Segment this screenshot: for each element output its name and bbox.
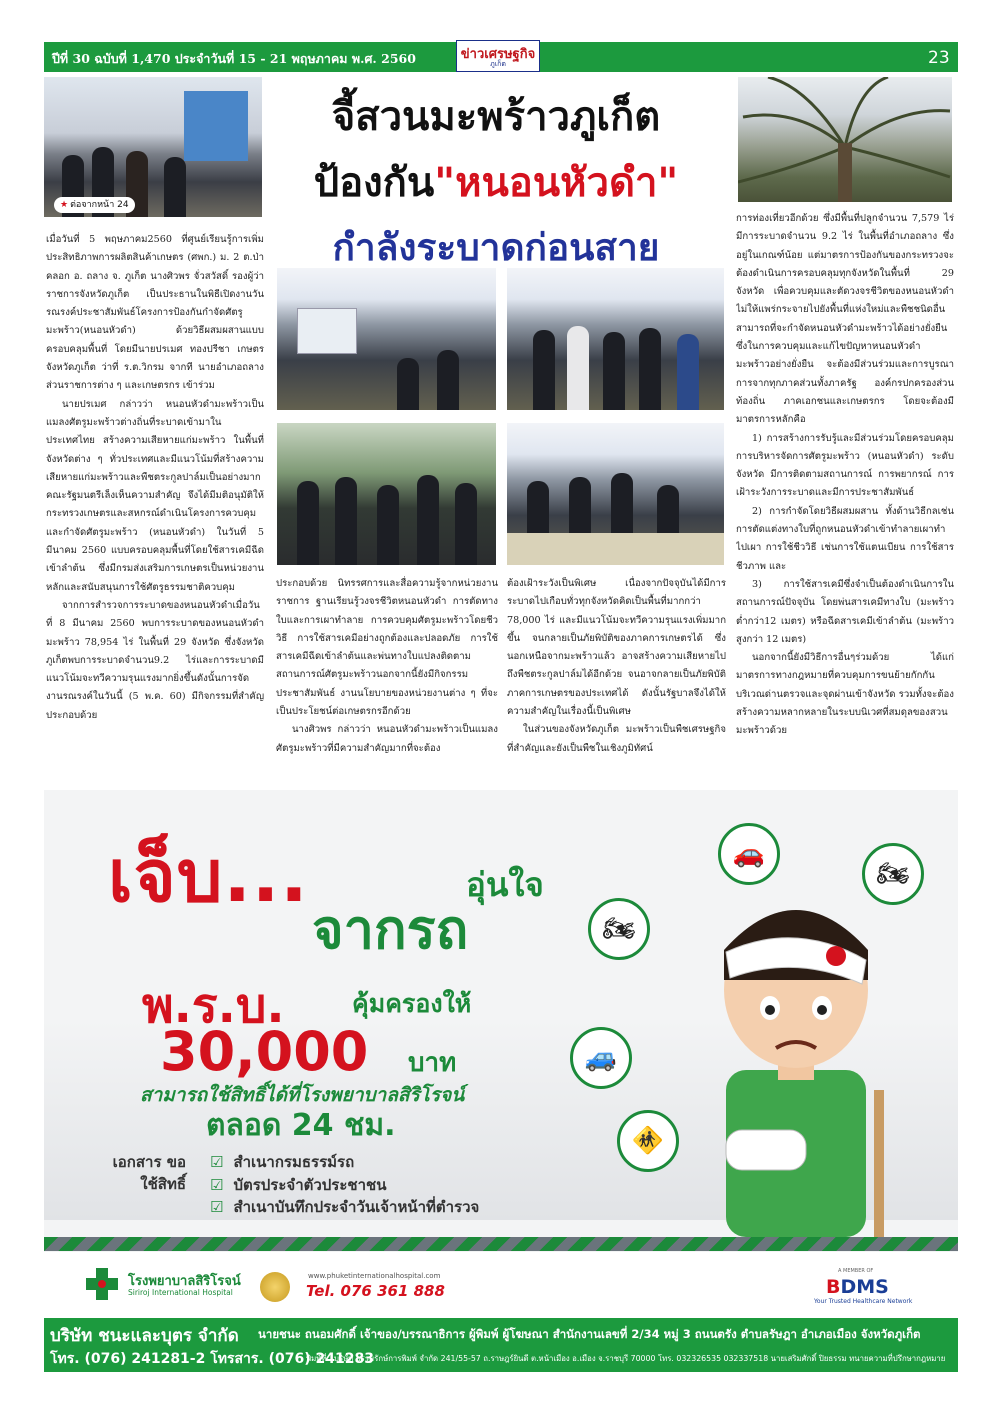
ad-currency: บาท xyxy=(408,1048,457,1078)
issue-info: ปีที่ 30 ฉบับที่ 1,470 ประจำวันที่ 15 - 21 พฤษภาคม พ.ศ. 2560 xyxy=(52,51,416,66)
ad-docs-label: เอกสาร ขอใช้สิทธิ์ xyxy=(112,1153,186,1193)
continued-badge xyxy=(54,197,135,213)
list-item xyxy=(210,1174,479,1197)
motorcycle-accident-icon: 🏍 xyxy=(588,898,650,960)
ad-amount: 30,000 xyxy=(160,1020,369,1083)
article-column-1 xyxy=(46,231,264,783)
list-item xyxy=(210,1151,479,1174)
paragraph: 2) การกำจัดโดยวิธีผสมผสาน ทั้งด้านวิธีกลเช่นการตัดแต่งทางใบที่ถูกหนอนหัวดำเข้าทำลายเผาทำไปเผา การใช้ชีววิธี เช่นการใช้แตนเบียน การใช้สารชีวภาพ และ xyxy=(736,505,954,572)
ad-hours: ตลอด 24 ชม. xyxy=(206,1108,396,1143)
printer-info: พิมพ์ที่...บริษัท ธรรมรักษ์การพิมพ์ จำกัด 241/55-57 ถ.ราษฎร์ยินดี ต.หน้าเมือง อ.เมือง จ.ราชบุรี 70000 โทร. 032326535 032337518 นายเสริมศักดิ์ ปิยธรรม ทนายความที่ปรึกษากฎหมาย xyxy=(306,1354,946,1363)
checkbox-icon: ☑ xyxy=(210,1198,224,1216)
publisher-company: บริษัท ชนะและบุตร จำกัด xyxy=(50,1326,239,1346)
doc-label: สำเนาบันทึกประจำวันเจ้าหน้าที่ตำรวจ xyxy=(233,1198,480,1216)
event-photo-outdoor xyxy=(277,423,496,565)
exhibit-board xyxy=(297,308,357,354)
doc-label: สำเนากรมธรรม์รถ xyxy=(233,1153,355,1171)
hospital-cross-icon xyxy=(82,1266,122,1302)
ad-psb-label: พ.ร.บ. xyxy=(142,978,285,1034)
paragraph: นางศิวพร กล่าวว่า หนอนหัวดำมะพร้าวเป็นแมลงศัตรูมะพร้าวที่มีความสำคัญมากที่จะต้อง xyxy=(276,724,498,754)
continued-label: ต่อจากหน้า 24 xyxy=(70,200,129,210)
bdms-logo-rest: DMS xyxy=(840,1276,889,1298)
headline-line-2-highlight: "หนอนหัวดำ" xyxy=(434,160,679,206)
doc-label: บัตรประจำตัวประชาชน xyxy=(233,1175,387,1194)
masthead-subtitle: ภูเก็ต xyxy=(490,60,506,68)
star-icon: ★ xyxy=(60,200,69,210)
ad-headline-red: เจ็บ... xyxy=(108,834,309,918)
hospital-phone: Tel. 076 361 888 xyxy=(306,1282,445,1300)
car-overturn-icon: 🚙 xyxy=(570,1027,632,1089)
bdms-logo-b: B xyxy=(826,1276,841,1298)
bdms-tagline: Your Trusted Healthcare Network xyxy=(814,1298,913,1305)
event-photo-booth xyxy=(277,268,496,410)
ad-headline-green-small: อุ่นใจ xyxy=(466,865,544,904)
paragraph: การท่องเที่ยวอีกด้วย ซึ่งมีพื้นที่ปลูกจำนวน 7,579 ไร่ มีการระบาดจำนวน 9.2 ไร่ ในพื้นที่อำเภอถลาง ซึ่งอยู่ในเกณฑ์น้อย แต่มาตรการป้องกันของกระทรวงจะต้องดำเนินการครอบคลุมทุกจังหวัดในพื้นที่ 29 จังหวัด เพื่อควบคุมและตัดวงจรชีวิตของหนอนหัวดำไม่ให้แพร่กระจายไปยังพื้นที่แห่งใหม่และพืชชนิดอื่น สามารถที่จะกำจัดหนอนหัวดำมะพร้าวได้อย่างยั่งยืน ซึ่งในการควบคุมและแก้ไขปัญหาหนอนหัวดำมะพร้าวอย่างยั่งยืน จะต้องมีส่วนร่วมและการบูรณาการจากทุกภาคส่วนทั้งภาครัฐ องค์กรปกครองส่วนท้องถิ่น ภาคเอกชนและเกษตรกร โดยจะต้องมีมาตรการหลักคือ xyxy=(736,213,954,426)
bdms-member-label: A MEMBER OF xyxy=(838,1268,874,1274)
paragraph: ประกอบด้วย นิทรรศการและสื่อความรู้จากหน่วยงานราชการ ฐานเรียนรู้วงจรชีวิตหนอนหัวดำ การตัดทางใบและการเผาทำลาย การควบคุมศัตรูมะพร้าวโดยชีววิธี การใช้สารเคมีอย่างถูกต้องและปลอดภัย การใช้สารเคมีฉีดเข้าลำต้นและพ่นทางใบแปลงติดตามสถานการณ์ศัตรูมะพร้าวนอกจากนี้ยังมีกิจกรรมประชาสัมพันธ์ งานนโยบายของหน่วยงานต่าง ๆ ที่จะเป็นประโยชน์ต่อเกษตรกรอีกด้วย xyxy=(276,578,498,718)
injured-boy-illustration xyxy=(686,880,906,1237)
masthead-title: ข่าวเศรษฐกิจ xyxy=(460,47,536,62)
ad-docs-list xyxy=(210,1151,479,1219)
headline-line-2 xyxy=(276,150,716,214)
article-column-4 xyxy=(736,210,954,783)
paragraph: จากการสำรวจการระบาดของหนอนหัวดำเมื่อวันที่ 8 มีนาคม 2560 พบการระบาดของหนอนหัวดำมะพร้าว 78,954 ไร่ ในพื้นที่ 29 จังหวัด ซึ่งจังหวัดภูเก็ตพบการระบาดจำนวน9.2 ไร่และการระบาดมีแนวโน้มจะทวีความรุนแรงมากยิ่งขึ้นดังนั้นการจัดงานรณรงค์ในวันนี้ (5 พ.ค. 60) มีกิจกรรมที่สำคัญประกอบด้วย xyxy=(46,599,264,721)
masthead-logo xyxy=(456,40,540,72)
hospital-url: www.phuketinternationalhospital.com xyxy=(308,1272,441,1280)
event-photo-top-left xyxy=(44,77,262,217)
paragraph: ในส่วนของจังหวัดภูเก็ต มะพร้าวเป็นพืชเศรษฐกิจที่สำคัญและยังเป็นพืชในเชิงภูมิทัศน์ xyxy=(507,724,726,754)
award-seal-icon xyxy=(260,1272,290,1302)
list-item xyxy=(210,1196,479,1219)
article-column-2 xyxy=(276,575,498,783)
ad-headline-green-big: จากรถ xyxy=(312,898,469,961)
pedestrian-crossing-icon: 🚸 xyxy=(617,1110,679,1172)
headline-line-2-prefix: ป้องกัน xyxy=(313,160,435,206)
paragraph: 3) การใช้สารเคมีซึ่งจำเป็นต้องดำเนินการในสถานการณ์ปัจจุบัน โดยพ่นสารเคมีทางใบ (มะพร้าวต่ำกว่า12 เมตร) หรือฉีดสารเคมีเข้าลำต้น (มะพร้าวสูงกว่า 12 เมตร) xyxy=(736,578,954,645)
publisher-owner: นายชนะ ถนอมศักดิ์ เจ้าของ/บรรณาธิการ ผู้พิมพ์ ผู้โฆษณา สำนักงานเลขที่ 2/34 หมู่ 3 ถนนตรัง ตำบลรัษฎา อำเภอเมือง จังหวัดภูเก็ต xyxy=(258,1327,921,1341)
ad-cover-text: คุ้มครองให้ xyxy=(352,989,472,1018)
article-column-3 xyxy=(507,575,726,783)
exhibit-poster xyxy=(184,91,248,161)
hospital-name-th: โรงพยาบาลสิริโรจน์ xyxy=(128,1274,241,1289)
event-photo-officials xyxy=(507,268,724,410)
paragraph: นายปรเมศ กล่าวว่า หนอนหัวดำมะพร้าวเป็นแมลงศัตรูมะพร้าวต่างถิ่นที่ระบาดเข้ามาในประเทศไทย สร้างความเสียหายแก่มะพร้าว ในพื้นที่จังหวัดต่าง ๆ ทั่วประเทศและมีแนวโน้มที่สร้างความเสียหายแก่มะพร้าวและพืชตระกูลปาล์มเป็นอย่างมาก คณะรัฐมนตรีเล็งเห็นความสำคัญ จึงได้มีมติอนุมัติให้กระทรวงเกษตรและสหกรณ์ดำเนินโครงการควบคุมและกำจัดศัตรูมะพร้าว (หนอนหัวดำ) ในวันที่ 5 มีนาคม 2560 แบบครอบคลุมพื้นที่โดยใช้สารเคมีฉีดเข้าลำต้น ซึ่งมีกรมส่งเสริมการเกษตรเป็นหน่วยงานหลักและสนับสนุนการใช้ศัตรูธรรมชาติควบคุม xyxy=(46,398,264,593)
checkbox-icon: ☑ xyxy=(210,1175,224,1194)
palm-fronds-drawing xyxy=(738,77,952,202)
coconut-tree-photo xyxy=(738,77,952,202)
headline-line-3: กำลังระบาดก่อนสาย xyxy=(332,226,660,269)
headline-line-1: จี้สวนมะพร้าวภูเก็ต xyxy=(331,94,661,140)
paragraph: ต้องเฝ้าระวังเป็นพิเศษ เนื่องจากปัจจุบันได้มีการระบาดไปเกือบทั่วทุกจังหวัดคิดเป็นพื้นที่มากกว่า 78,000 ไร่ และมีแนวโน้มจะทวีความรุนแรงเพิ่มมากขึ้น จนกลายเป็นภัยพิบัติของภาคการเกษตรได้ ซึ่งนอกเหนือจากมะพร้าวแล้ว อาจสร้างความเสียหายไปถึงพืชตระกูลปาล์มได้อีกด้วย จนอาจกลายเป็นภัยพิบัติภาคการเกษตรของประเทศได้ ดังนั้นรัฐบาลจึงได้ให้ความสำคัญในเรื่องนี้เป็นพิเศษ xyxy=(507,578,726,718)
publisher-phone: โทร. (076) 241281-2 โทรสาร. (076) 241283 xyxy=(50,1351,374,1367)
ad-hospital-text: สามารถใช้สิทธิ์ได้ที่โรงพยาบาลสิริโรจน์ xyxy=(140,1084,465,1106)
paragraph: เมื่อวันที่ 5 พฤษภาคม2560 ที่ศูนย์เรียนรู้การเพิ่มประสิทธิภาพการผลิตสินค้าเกษตร (ศพก.) ม. 2 ต.ป่าคลอก อ. ถลาง จ. ภูเก็ต นางศิวพร จั่วสวัสดิ์ รองผู้ว่าราชการจังหวัดภูเก็ต เป็นประธานในพิธีเปิดงานวันรณรงค์ประชาสัมพันธ์โครงการป้องกันกำจัดศัตรูมะพร้าว(หนอนหัวดำ) ด้วยวิธีผสมผสานแบบครอบคลุมพื้นที่ โดยมีนายปรเมศ ทองปรีชา เกษตรจังหวัดภูเก็ต ว่าที่ ร.ต.วิกรม จากที นายอำเภอถลาง ส่วนราชการต่าง ๆ และเกษตรกร เข้าร่วม xyxy=(46,234,264,392)
motorcycle-pole-icon: 🏍 xyxy=(862,843,924,905)
exhibit-table xyxy=(507,533,724,565)
checkbox-icon: ☑ xyxy=(210,1153,224,1171)
paragraph: นอกจากนี้ยังมีวิธีการอื่นๆร่วมด้วย ได้แก่ มาตรการทางกฎหมายที่ควบคุมการขนย้ายกักกันบริเวณด่านตรวจและจุดผ่านเข้าจังหวัด รวมทั้งจะต้องสร้างความหลากหลายในระบบนิเวศที่สมดุลของสวนมะพร้าวด้วย xyxy=(736,652,954,737)
event-photo-visit xyxy=(507,423,724,565)
ad-bottom-stripe xyxy=(44,1237,958,1251)
car-crash-icon: 🚗 xyxy=(718,823,780,885)
page-number: 23 xyxy=(928,48,950,68)
bdms-logo xyxy=(826,1276,889,1298)
hospital-name-en: Siriroj International Hospital xyxy=(128,1288,233,1297)
paragraph: 1) การสร้างการรับรู้และมีส่วนร่วมโดยครอบคลุมการบริหารจัดการศัตรูมะพร้าว (หนอนหัวดำ) ระดับจังหวัด มีการติดตามสถานการณ์ การพยากรณ์ การเฝ้าระวังการระบาดและมีการประชาสัมพันธ์ xyxy=(736,432,954,499)
